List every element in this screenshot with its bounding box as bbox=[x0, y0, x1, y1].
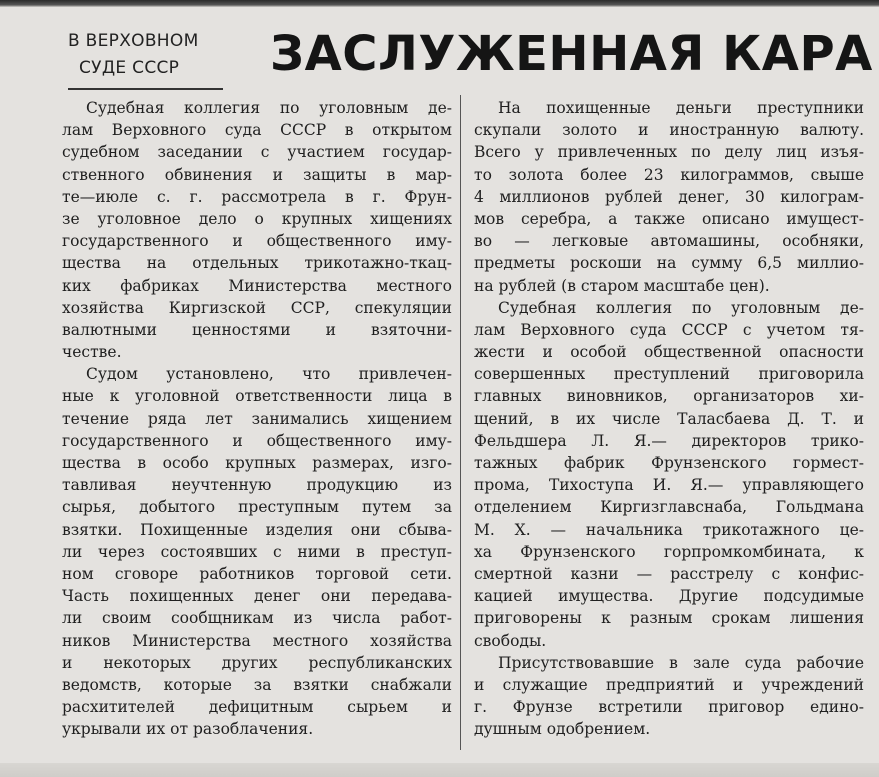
text-line: ственного обвинения и защиты в мар- bbox=[62, 165, 452, 184]
left-column bbox=[62, 97, 452, 740]
text-line: взятки. Похищенные изделия они сбыва- bbox=[62, 520, 452, 539]
text-line: отделением Киргизглавснаба, Гольдмана bbox=[474, 498, 864, 517]
text-line: скупали золото и иностранную валюту. bbox=[474, 121, 864, 140]
rubric-line-2: СУДЕ СССР bbox=[79, 58, 180, 78]
text-line: мов серебра, а также описано имущест- bbox=[474, 209, 864, 228]
text-line: Фельдшера Л. Я.— директоров трико- bbox=[474, 431, 864, 450]
rubric-line-1: В ВЕРХОВНОМ bbox=[68, 31, 199, 51]
text-line: судебном заседании с участием государ- bbox=[62, 143, 452, 162]
text-line: г. Фрунзе встретили приговор едино- bbox=[474, 698, 864, 717]
article-paragraph bbox=[62, 97, 452, 363]
text-line: и служащие предприятий и учреждений bbox=[474, 675, 864, 694]
text-line: совершенных преступлений приговорила bbox=[474, 365, 864, 384]
text-line: М. Х. — начальника трикотажного це- bbox=[474, 520, 864, 539]
text-line: зе уголовное дело о крупных хищениях bbox=[62, 209, 452, 228]
text-line: щества на отдельных трикотажно-ткац- bbox=[62, 254, 452, 273]
text-line: предметы роскоши на сумму 6,5 миллио- bbox=[474, 254, 864, 273]
text-line: лам Верховного суда СССР с учетом тя- bbox=[474, 320, 864, 339]
text-line: Судебная коллегия по уголовным де- bbox=[498, 298, 864, 317]
text-line: щений, в их числе Таласбаева Д. Т. и bbox=[474, 409, 864, 428]
text-line: Часть похищенных денег они передава- bbox=[62, 587, 452, 606]
text-line: то золота более 23 килограммов, свыше bbox=[474, 165, 864, 184]
text-line: На похищенные деньги преступники bbox=[498, 99, 864, 117]
text-line: укрывали их от разоблачения. bbox=[62, 720, 314, 739]
text-line: свободы. bbox=[474, 631, 547, 650]
text-line: щества в особо крупных размерах, изго- bbox=[62, 454, 452, 472]
text-line: прома, Тихоступа И. Я.— управляющего bbox=[474, 476, 864, 495]
text-line: Всего у привлеченных по делу лиц изъя- bbox=[474, 143, 864, 162]
text-line: Присутствовавшие в зале суда рабочие bbox=[498, 653, 864, 672]
text-line: ха Фрунзенского горпромкомбината, к bbox=[474, 542, 864, 561]
article-paragraph bbox=[474, 97, 864, 297]
text-line: государственного и общественного иму- bbox=[62, 232, 452, 251]
text-line: 4 миллионов рублей денег, 30 килограм- bbox=[474, 187, 864, 206]
right-column bbox=[474, 97, 864, 740]
text-line: во — легковые автомашины, особняки, bbox=[474, 232, 864, 251]
text-line: ников Министерства местного хозяйства bbox=[62, 631, 452, 650]
text-line: ведомств, которые за взятки снабжали bbox=[62, 675, 452, 694]
text-line: те—июле с. г. рассмотрела в г. Фрун- bbox=[62, 187, 452, 206]
text-line: течение ряда лет занимались хищением bbox=[62, 409, 452, 428]
article-paragraph bbox=[474, 297, 864, 652]
text-line: лам Верховного суда СССР в открытом bbox=[62, 121, 452, 140]
text-line: честве. bbox=[62, 343, 122, 362]
text-line: ном сговоре работников торговой сети. bbox=[62, 564, 452, 583]
text-line: приговорены к разным срокам лишения bbox=[474, 609, 864, 628]
text-line: и некоторых других республиканских bbox=[62, 653, 452, 672]
top-rule bbox=[0, 0, 879, 7]
headline: ЗАСЛУЖЕННАЯ КАРА bbox=[270, 26, 873, 82]
rubric bbox=[68, 28, 228, 88]
article-paragraph bbox=[474, 652, 864, 741]
text-line: тажных фабрик Фрунзенского гормест- bbox=[474, 454, 864, 472]
text-line: душным одобрением. bbox=[474, 720, 651, 739]
column-divider bbox=[460, 95, 461, 750]
rubric-underline bbox=[68, 88, 223, 90]
text-line: ли своим сообщникам из числа работ- bbox=[62, 609, 452, 628]
text-line: валютными ценностями и взяточни- bbox=[62, 320, 452, 339]
text-line: Судебная коллегия по уголовным де- bbox=[86, 99, 452, 117]
text-line: на рублей (в старом масштабе цен). bbox=[474, 276, 770, 295]
text-line: главных виновников, организаторов хи- bbox=[474, 387, 864, 406]
text-line: Судом установлено, что привлечен- bbox=[86, 365, 452, 384]
article-paragraph bbox=[62, 363, 452, 740]
text-line: смертной казни — расстрелу с конфис- bbox=[474, 564, 864, 583]
text-line: сырья, добытого преступным путем за bbox=[62, 498, 452, 517]
text-line: ли через состоявших с ними в преступ- bbox=[62, 542, 452, 561]
text-line: ких фабриках Министерства местного bbox=[62, 276, 452, 295]
text-line: тавливая неучтенную продукцию из bbox=[62, 476, 452, 495]
text-line: ные к уголовной ответственности лица в bbox=[62, 387, 452, 406]
page-bottom-edge bbox=[0, 763, 879, 777]
text-line: расхитителей дефицитным сырьем и bbox=[62, 698, 452, 717]
text-line: жести и особой общественной опасности bbox=[474, 343, 864, 362]
text-line: хозяйства Киргизской ССР, спекуляции bbox=[62, 298, 452, 317]
text-line: государственного и общественного иму- bbox=[62, 431, 452, 450]
text-line: кацией имущества. Другие подсудимые bbox=[474, 587, 864, 606]
